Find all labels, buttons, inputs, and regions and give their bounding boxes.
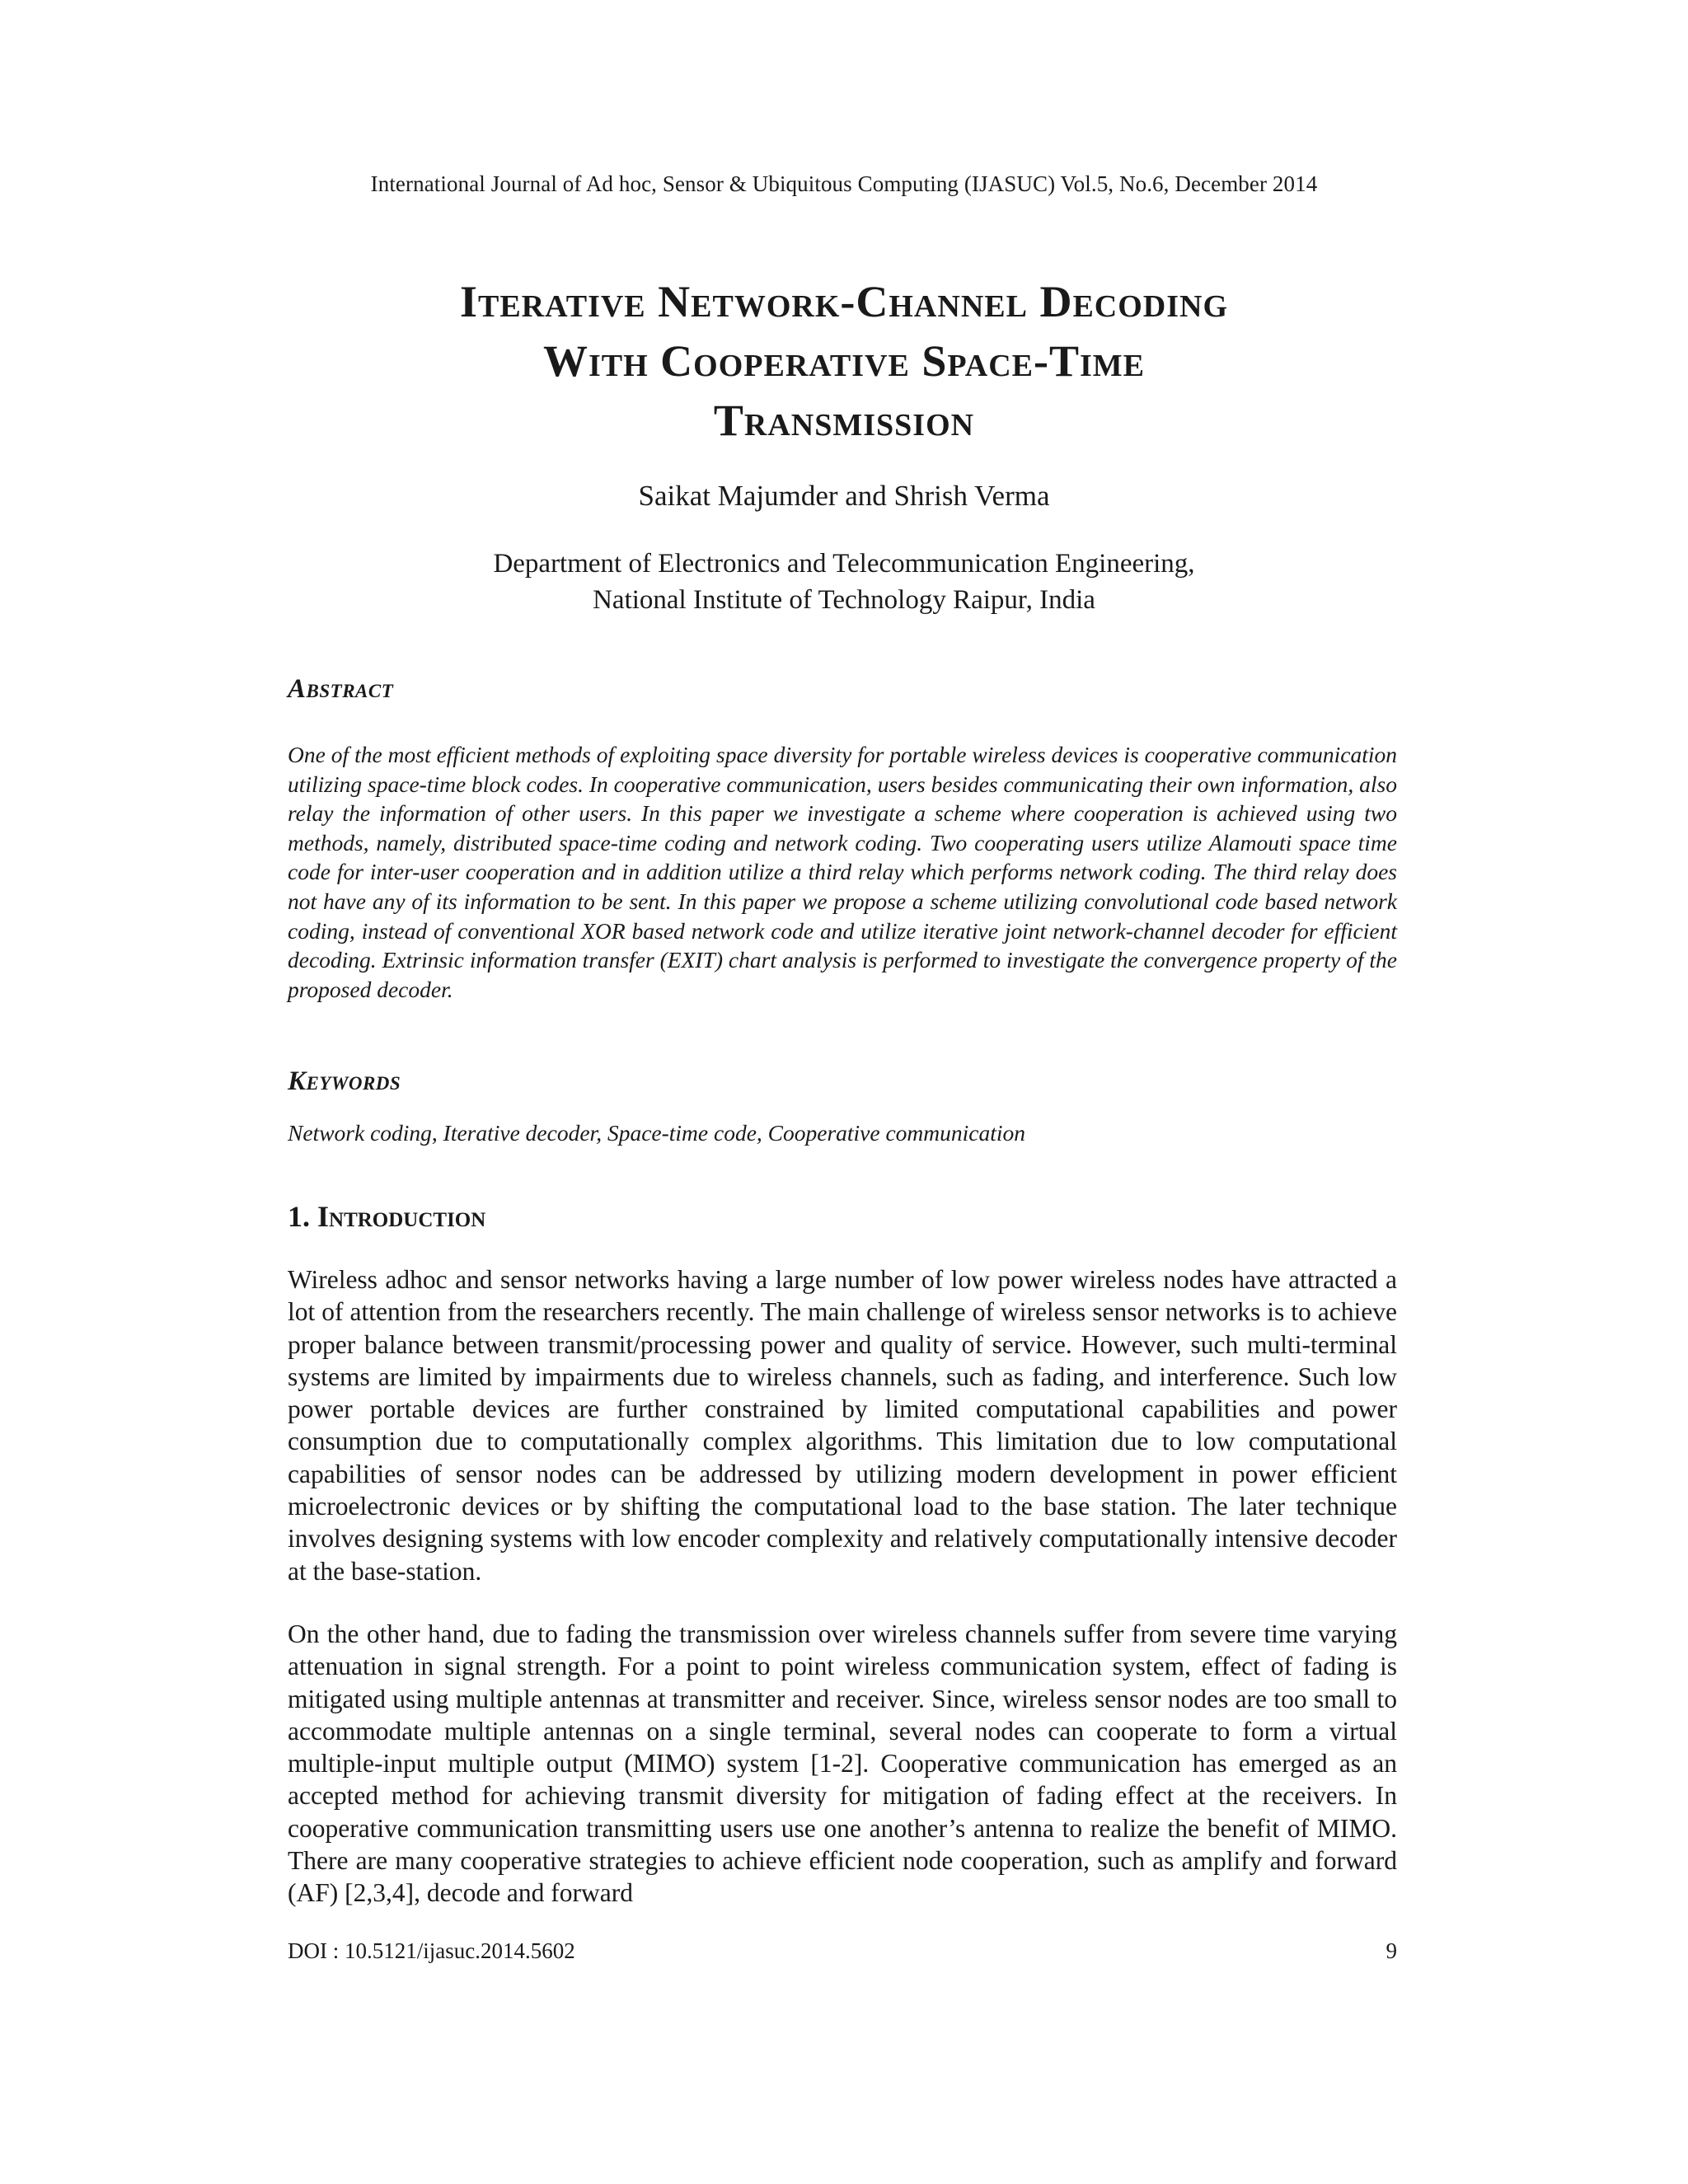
footer-doi: DOI : 10.5121/ijasuc.2014.5602 [288, 1938, 575, 1963]
title-line-1: Iterative Network-Channel Decoding [459, 277, 1229, 326]
intro-paragraph-1: Wireless adhoc and sensor networks having a large number of low power wireless nodes have attracted a lot of attention from the researchers recently. The main challenge of wireless sensor networks is to achieve proper balance between transmit/processing power and quality of service. However, such multi-terminal systems are limited by impairments due to wireless channels, such as fading, and interference. Such low power portable devices are further constrained by limited computational capabilities and power consumption due to computationally complex algorithms. This limitation due to low computational capabilities of sensor nodes can be addressed by utilizing modern development in power efficient microelectronic devices or by shifting the computational load to the base station. The later technique involves designing systems with low encoder complexity and relatively computationally intensive decoder at the base-station. [288, 1265, 1397, 1586]
title-line-3: Transmission [713, 396, 975, 445]
affiliation-line-2: National Institute of Technology Raipur, India [593, 585, 1095, 615]
affiliation-line-1: Department of Electronics and Telecommunication Engineering, [493, 549, 1195, 579]
introduction-heading: 1. Introduction [288, 1200, 486, 1233]
keywords-text: Network coding, Iterative decoder, Space-time code, Cooperative communication [288, 1120, 1026, 1146]
page-number: 9 [1386, 1938, 1397, 1963]
running-header: International Journal of Ad hoc, Sensor & Ubiquitous Computing (IJASUC) Vol.5, No.6, December 2014 [370, 171, 1318, 196]
abstract-heading: Abstract [288, 674, 394, 704]
abstract-text: One of the most efficient methods of exploiting space diversity for portable wireless devices is cooperative communication utilizing space-time block codes. In cooperative communication, users besides communicating their own information, also relay the information of other users. In this paper we investigate a scheme where cooperation is achieved using two methods, namely, distributed space-time coding and network coding. Two cooperating users utilize Alamouti space time code for inter-user cooperation and in addition utilize a third relay which performs network coding. The third relay does not have any of its information to be sent. In this paper we propose a scheme utilizing convolutional code based network coding, instead of conventional XOR based network code and utilize iterative joint network-channel decoder for efficient decoding. Extrinsic information transfer (EXIT) chart analysis is performed to investigate the convergence property of the proposed decoder. [288, 742, 1397, 1002]
affiliation [0, 546, 1688, 618]
keywords-heading: Keywords [288, 1066, 401, 1096]
intro-paragraph-2: On the other hand, due to fading the transmission over wireless channels suffer from severe time varying attenuation in signal strength. For a point to point wireless communication system, effect of fading is mitigated using multiple antennas at transmitter and receiver. Since, wireless sensor nodes are too small to accommodate multiple antennas on a single terminal, several nodes can cooperate to form a virtual multiple-input multiple output (MIMO) system [1-2]. Cooperative communication has emerged as an accepted method for achieving transmit diversity for mitigation of fading effect at the receivers. In cooperative communication transmitting users use one another’s antenna to realize the benefit of MIMO. There are many cooperative strategies to achieve efficient node cooperation, such as amplify and forward (AF) [2,3,4], decode and forward [288, 1619, 1397, 1908]
title-line-2: With Cooperative Space-Time [542, 336, 1145, 386]
authors: Saikat Majumder and Shrish Verma [638, 480, 1050, 512]
paper-title [247, 272, 1441, 450]
